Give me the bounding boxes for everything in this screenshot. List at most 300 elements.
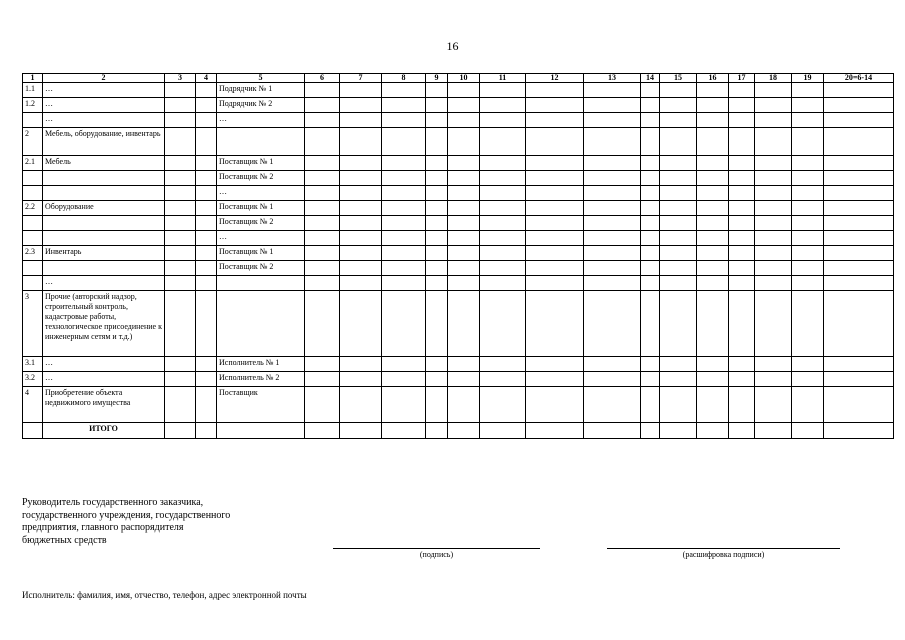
empty-cell bbox=[824, 201, 894, 216]
empty-cell bbox=[824, 186, 894, 201]
column-header: 1 bbox=[23, 74, 43, 83]
empty-cell bbox=[305, 246, 340, 261]
empty-cell bbox=[755, 216, 792, 231]
empty-cell bbox=[584, 261, 641, 276]
signature-line-4: бюджетных средств bbox=[22, 534, 107, 546]
empty-cell bbox=[382, 186, 426, 201]
empty-cell bbox=[480, 201, 526, 216]
empty-cell bbox=[426, 83, 448, 98]
row-number-cell: 3.1 bbox=[23, 357, 43, 372]
empty-cell bbox=[792, 201, 824, 216]
row-contractor-cell: Поставщик № 1 bbox=[217, 201, 305, 216]
empty-cell bbox=[305, 372, 340, 387]
empty-cell bbox=[792, 261, 824, 276]
empty-cell bbox=[660, 201, 697, 216]
empty-cell bbox=[340, 216, 382, 231]
empty-cell bbox=[480, 423, 526, 439]
empty-cell bbox=[196, 231, 217, 246]
column-header: 3 bbox=[165, 74, 196, 83]
empty-cell bbox=[448, 291, 480, 357]
empty-cell bbox=[824, 171, 894, 186]
table-row bbox=[23, 372, 894, 387]
table-row bbox=[23, 261, 894, 276]
empty-cell bbox=[382, 113, 426, 128]
row-contractor-cell: Подрядчик № 1 bbox=[217, 83, 305, 98]
empty-cell bbox=[755, 276, 792, 291]
signature-line-3: предприятия, главного распорядителя bbox=[22, 522, 184, 533]
column-header: 7 bbox=[340, 74, 382, 83]
empty-cell bbox=[426, 372, 448, 387]
empty-cell bbox=[526, 231, 584, 246]
empty-cell bbox=[729, 156, 755, 171]
empty-cell bbox=[526, 246, 584, 261]
empty-cell bbox=[792, 372, 824, 387]
empty-cell bbox=[792, 156, 824, 171]
empty-cell bbox=[697, 201, 729, 216]
row-name-cell: … bbox=[43, 98, 165, 113]
table-row bbox=[23, 357, 894, 372]
empty-cell bbox=[641, 423, 660, 439]
empty-cell bbox=[305, 423, 340, 439]
empty-cell bbox=[697, 276, 729, 291]
row-number-cell: 2.1 bbox=[23, 156, 43, 171]
row-number-cell: 2 bbox=[23, 128, 43, 156]
table-row bbox=[23, 201, 894, 216]
empty-cell bbox=[426, 186, 448, 201]
empty-cell bbox=[165, 83, 196, 98]
empty-cell bbox=[526, 113, 584, 128]
row-contractor-cell: Поставщик № 1 bbox=[217, 246, 305, 261]
empty-cell bbox=[480, 372, 526, 387]
empty-cell bbox=[641, 83, 660, 98]
empty-cell bbox=[660, 83, 697, 98]
empty-cell bbox=[526, 261, 584, 276]
empty-cell bbox=[660, 113, 697, 128]
column-header: 14 bbox=[641, 74, 660, 83]
table-header-row bbox=[23, 74, 894, 83]
empty-cell bbox=[480, 171, 526, 186]
row-name-cell: Мебель bbox=[43, 156, 165, 171]
empty-cell bbox=[660, 216, 697, 231]
empty-cell bbox=[697, 171, 729, 186]
empty-cell bbox=[382, 276, 426, 291]
row-name-cell bbox=[43, 231, 165, 246]
empty-cell bbox=[729, 113, 755, 128]
empty-cell bbox=[305, 201, 340, 216]
table-row bbox=[23, 98, 894, 113]
empty-cell bbox=[697, 387, 729, 423]
empty-cell bbox=[729, 231, 755, 246]
empty-cell bbox=[340, 98, 382, 113]
empty-cell bbox=[641, 276, 660, 291]
empty-cell bbox=[660, 186, 697, 201]
empty-cell bbox=[480, 83, 526, 98]
empty-cell bbox=[382, 83, 426, 98]
empty-cell bbox=[382, 231, 426, 246]
empty-cell bbox=[382, 171, 426, 186]
empty-cell bbox=[792, 171, 824, 186]
empty-cell bbox=[382, 128, 426, 156]
empty-cell bbox=[755, 156, 792, 171]
empty-cell bbox=[448, 98, 480, 113]
empty-cell bbox=[480, 216, 526, 231]
empty-cell bbox=[792, 276, 824, 291]
empty-cell bbox=[584, 357, 641, 372]
empty-cell bbox=[755, 128, 792, 156]
empty-cell bbox=[448, 423, 480, 439]
empty-cell bbox=[729, 171, 755, 186]
empty-cell bbox=[426, 357, 448, 372]
empty-cell bbox=[426, 231, 448, 246]
empty-cell bbox=[697, 231, 729, 246]
empty-cell bbox=[792, 128, 824, 156]
row-name-cell: … bbox=[43, 357, 165, 372]
empty-cell bbox=[340, 372, 382, 387]
empty-cell bbox=[755, 261, 792, 276]
empty-cell bbox=[526, 372, 584, 387]
row-number-cell bbox=[23, 231, 43, 246]
row-name-cell bbox=[43, 216, 165, 231]
row-name-cell: Мебель, оборудование, инвентарь bbox=[43, 128, 165, 156]
empty-cell bbox=[660, 246, 697, 261]
empty-cell bbox=[824, 423, 894, 439]
empty-cell bbox=[584, 216, 641, 231]
empty-cell bbox=[584, 128, 641, 156]
empty-cell bbox=[729, 216, 755, 231]
empty-cell bbox=[755, 291, 792, 357]
empty-cell bbox=[165, 246, 196, 261]
table-row bbox=[23, 291, 894, 357]
empty-cell bbox=[660, 171, 697, 186]
empty-cell bbox=[426, 291, 448, 357]
empty-cell bbox=[526, 83, 584, 98]
empty-cell bbox=[382, 98, 426, 113]
row-contractor-cell: … bbox=[217, 186, 305, 201]
empty-cell bbox=[755, 98, 792, 113]
empty-cell bbox=[641, 156, 660, 171]
empty-cell bbox=[660, 372, 697, 387]
empty-cell bbox=[584, 171, 641, 186]
column-header: 16 bbox=[697, 74, 729, 83]
empty-cell bbox=[697, 423, 729, 439]
decode-line bbox=[607, 548, 840, 549]
empty-cell bbox=[729, 186, 755, 201]
empty-cell bbox=[165, 128, 196, 156]
empty-cell bbox=[526, 216, 584, 231]
empty-cell bbox=[755, 171, 792, 186]
empty-cell bbox=[340, 231, 382, 246]
column-header: 4 bbox=[196, 74, 217, 83]
empty-cell bbox=[340, 423, 382, 439]
empty-cell bbox=[305, 113, 340, 128]
empty-cell bbox=[480, 261, 526, 276]
empty-cell bbox=[697, 291, 729, 357]
empty-cell bbox=[729, 276, 755, 291]
empty-cell bbox=[426, 171, 448, 186]
table-row bbox=[23, 186, 894, 201]
empty-cell bbox=[340, 261, 382, 276]
empty-cell bbox=[448, 201, 480, 216]
empty-cell bbox=[792, 216, 824, 231]
column-header: 2 bbox=[43, 74, 165, 83]
data-table bbox=[22, 73, 894, 439]
empty-cell bbox=[584, 246, 641, 261]
empty-cell bbox=[340, 186, 382, 201]
empty-cell bbox=[448, 156, 480, 171]
empty-cell bbox=[480, 357, 526, 372]
empty-cell bbox=[426, 261, 448, 276]
row-contractor-cell: Поставщик № 2 bbox=[217, 171, 305, 186]
empty-cell bbox=[448, 231, 480, 246]
empty-cell bbox=[448, 83, 480, 98]
empty-cell bbox=[426, 98, 448, 113]
empty-cell bbox=[584, 276, 641, 291]
empty-cell bbox=[526, 98, 584, 113]
empty-cell bbox=[729, 357, 755, 372]
empty-cell bbox=[729, 261, 755, 276]
empty-cell bbox=[305, 186, 340, 201]
empty-cell bbox=[660, 291, 697, 357]
empty-cell bbox=[305, 261, 340, 276]
empty-cell bbox=[340, 128, 382, 156]
empty-cell bbox=[697, 186, 729, 201]
row-name-cell: Оборудование bbox=[43, 201, 165, 216]
empty-cell bbox=[584, 156, 641, 171]
empty-cell bbox=[824, 216, 894, 231]
empty-cell bbox=[196, 156, 217, 171]
row-number-cell bbox=[23, 171, 43, 186]
empty-cell bbox=[660, 276, 697, 291]
empty-cell bbox=[196, 171, 217, 186]
empty-cell bbox=[340, 276, 382, 291]
empty-cell bbox=[729, 98, 755, 113]
row-name-cell: … bbox=[43, 83, 165, 98]
empty-cell bbox=[660, 387, 697, 423]
empty-cell bbox=[340, 357, 382, 372]
signature-line-1: Руководитель государственного заказчика, bbox=[22, 497, 204, 508]
empty-cell bbox=[165, 291, 196, 357]
empty-cell bbox=[660, 357, 697, 372]
empty-cell bbox=[305, 276, 340, 291]
empty-cell bbox=[382, 216, 426, 231]
column-header: 12 bbox=[526, 74, 584, 83]
empty-cell bbox=[792, 423, 824, 439]
empty-cell bbox=[426, 156, 448, 171]
empty-cell bbox=[480, 156, 526, 171]
empty-cell bbox=[448, 216, 480, 231]
row-contractor-cell: Подрядчик № 2 bbox=[217, 98, 305, 113]
empty-cell bbox=[824, 276, 894, 291]
row-number-cell: 3.2 bbox=[23, 372, 43, 387]
empty-cell bbox=[729, 372, 755, 387]
empty-cell bbox=[340, 201, 382, 216]
table-row bbox=[23, 246, 894, 261]
empty-cell bbox=[526, 276, 584, 291]
row-contractor-cell bbox=[217, 276, 305, 291]
empty-cell bbox=[382, 261, 426, 276]
empty-cell bbox=[305, 387, 340, 423]
empty-cell bbox=[305, 231, 340, 246]
row-number-cell bbox=[23, 261, 43, 276]
column-header: 13 bbox=[584, 74, 641, 83]
empty-cell bbox=[526, 357, 584, 372]
column-header: 6 bbox=[305, 74, 340, 83]
empty-cell bbox=[824, 357, 894, 372]
empty-cell bbox=[697, 261, 729, 276]
empty-cell bbox=[660, 128, 697, 156]
row-name-cell: Приобретение объекта недвижимого имущества bbox=[43, 387, 165, 423]
row-contractor-cell: Исполнитель № 2 bbox=[217, 372, 305, 387]
empty-cell bbox=[448, 113, 480, 128]
row-contractor-cell bbox=[217, 291, 305, 357]
table-row bbox=[23, 113, 894, 128]
empty-cell bbox=[755, 83, 792, 98]
empty-cell bbox=[697, 83, 729, 98]
empty-cell bbox=[305, 98, 340, 113]
column-header: 10 bbox=[448, 74, 480, 83]
column-header: 18 bbox=[755, 74, 792, 83]
empty-cell bbox=[165, 261, 196, 276]
row-number-cell: 1.2 bbox=[23, 98, 43, 113]
empty-cell bbox=[729, 423, 755, 439]
empty-cell bbox=[340, 246, 382, 261]
empty-cell bbox=[165, 113, 196, 128]
row-contractor-cell: Поставщик № 1 bbox=[217, 156, 305, 171]
empty-cell bbox=[382, 357, 426, 372]
row-contractor-cell: Поставщик № 2 bbox=[217, 261, 305, 276]
empty-cell bbox=[165, 387, 196, 423]
empty-cell bbox=[448, 246, 480, 261]
empty-cell bbox=[426, 276, 448, 291]
empty-cell bbox=[641, 113, 660, 128]
empty-cell bbox=[382, 423, 426, 439]
empty-cell bbox=[217, 423, 305, 439]
empty-cell bbox=[584, 113, 641, 128]
empty-cell bbox=[382, 387, 426, 423]
row-name-cell bbox=[43, 261, 165, 276]
empty-cell bbox=[824, 128, 894, 156]
empty-cell bbox=[526, 186, 584, 201]
empty-cell bbox=[196, 357, 217, 372]
empty-cell bbox=[584, 291, 641, 357]
empty-cell bbox=[305, 216, 340, 231]
empty-cell bbox=[697, 357, 729, 372]
empty-cell bbox=[196, 291, 217, 357]
table-row bbox=[23, 128, 894, 156]
empty-cell bbox=[480, 113, 526, 128]
empty-cell bbox=[448, 171, 480, 186]
empty-cell bbox=[792, 98, 824, 113]
empty-cell bbox=[729, 83, 755, 98]
empty-cell bbox=[755, 113, 792, 128]
empty-cell bbox=[697, 113, 729, 128]
table-body bbox=[23, 83, 894, 439]
empty-cell bbox=[697, 128, 729, 156]
empty-cell bbox=[755, 246, 792, 261]
row-name-cell: … bbox=[43, 113, 165, 128]
empty-cell bbox=[824, 231, 894, 246]
empty-cell bbox=[697, 372, 729, 387]
empty-cell bbox=[824, 113, 894, 128]
empty-cell bbox=[755, 231, 792, 246]
empty-cell bbox=[480, 98, 526, 113]
empty-cell bbox=[755, 423, 792, 439]
empty-cell bbox=[165, 201, 196, 216]
empty-cell bbox=[165, 357, 196, 372]
empty-cell bbox=[480, 291, 526, 357]
empty-cell bbox=[641, 231, 660, 246]
total-row bbox=[23, 423, 894, 439]
empty-cell bbox=[584, 372, 641, 387]
empty-cell bbox=[448, 357, 480, 372]
row-contractor-cell: … bbox=[217, 231, 305, 246]
empty-cell bbox=[165, 98, 196, 113]
empty-cell bbox=[305, 357, 340, 372]
empty-cell bbox=[641, 201, 660, 216]
empty-cell bbox=[641, 261, 660, 276]
empty-cell bbox=[584, 423, 641, 439]
signature-block bbox=[22, 497, 230, 547]
row-name-cell: Инвентарь bbox=[43, 246, 165, 261]
empty-cell bbox=[641, 357, 660, 372]
empty-cell bbox=[824, 246, 894, 261]
sign-caption: (подпись) bbox=[419, 550, 454, 559]
row-number-cell bbox=[23, 216, 43, 231]
empty-cell bbox=[340, 156, 382, 171]
empty-cell bbox=[584, 98, 641, 113]
empty-cell bbox=[305, 291, 340, 357]
column-header: 9 bbox=[426, 74, 448, 83]
empty-cell bbox=[755, 186, 792, 201]
empty-cell bbox=[480, 231, 526, 246]
empty-cell bbox=[697, 98, 729, 113]
empty-cell bbox=[697, 216, 729, 231]
empty-cell bbox=[641, 387, 660, 423]
sign-line bbox=[333, 548, 540, 549]
empty-cell bbox=[340, 171, 382, 186]
empty-cell bbox=[382, 201, 426, 216]
empty-cell bbox=[526, 201, 584, 216]
column-header: 5 bbox=[217, 74, 305, 83]
empty-cell bbox=[641, 216, 660, 231]
empty-cell bbox=[729, 201, 755, 216]
empty-cell bbox=[196, 113, 217, 128]
empty-cell bbox=[755, 387, 792, 423]
table-row bbox=[23, 276, 894, 291]
column-header: 17 bbox=[729, 74, 755, 83]
empty-cell bbox=[526, 387, 584, 423]
empty-cell bbox=[382, 246, 426, 261]
empty-cell bbox=[480, 186, 526, 201]
empty-cell bbox=[480, 276, 526, 291]
empty-cell bbox=[729, 246, 755, 261]
empty-cell bbox=[196, 98, 217, 113]
empty-cell bbox=[792, 83, 824, 98]
empty-cell bbox=[196, 372, 217, 387]
empty-cell bbox=[824, 387, 894, 423]
empty-cell bbox=[305, 83, 340, 98]
empty-cell bbox=[448, 261, 480, 276]
empty-cell bbox=[584, 83, 641, 98]
empty-cell bbox=[526, 156, 584, 171]
empty-cell bbox=[792, 357, 824, 372]
row-number-cell: 1.1 bbox=[23, 83, 43, 98]
empty-cell bbox=[641, 171, 660, 186]
empty-cell bbox=[165, 276, 196, 291]
empty-cell bbox=[196, 261, 217, 276]
row-name-cell bbox=[43, 186, 165, 201]
executor-line: Исполнитель: фамилия, имя, отчество, телефон, адрес электронной почты bbox=[22, 590, 307, 600]
